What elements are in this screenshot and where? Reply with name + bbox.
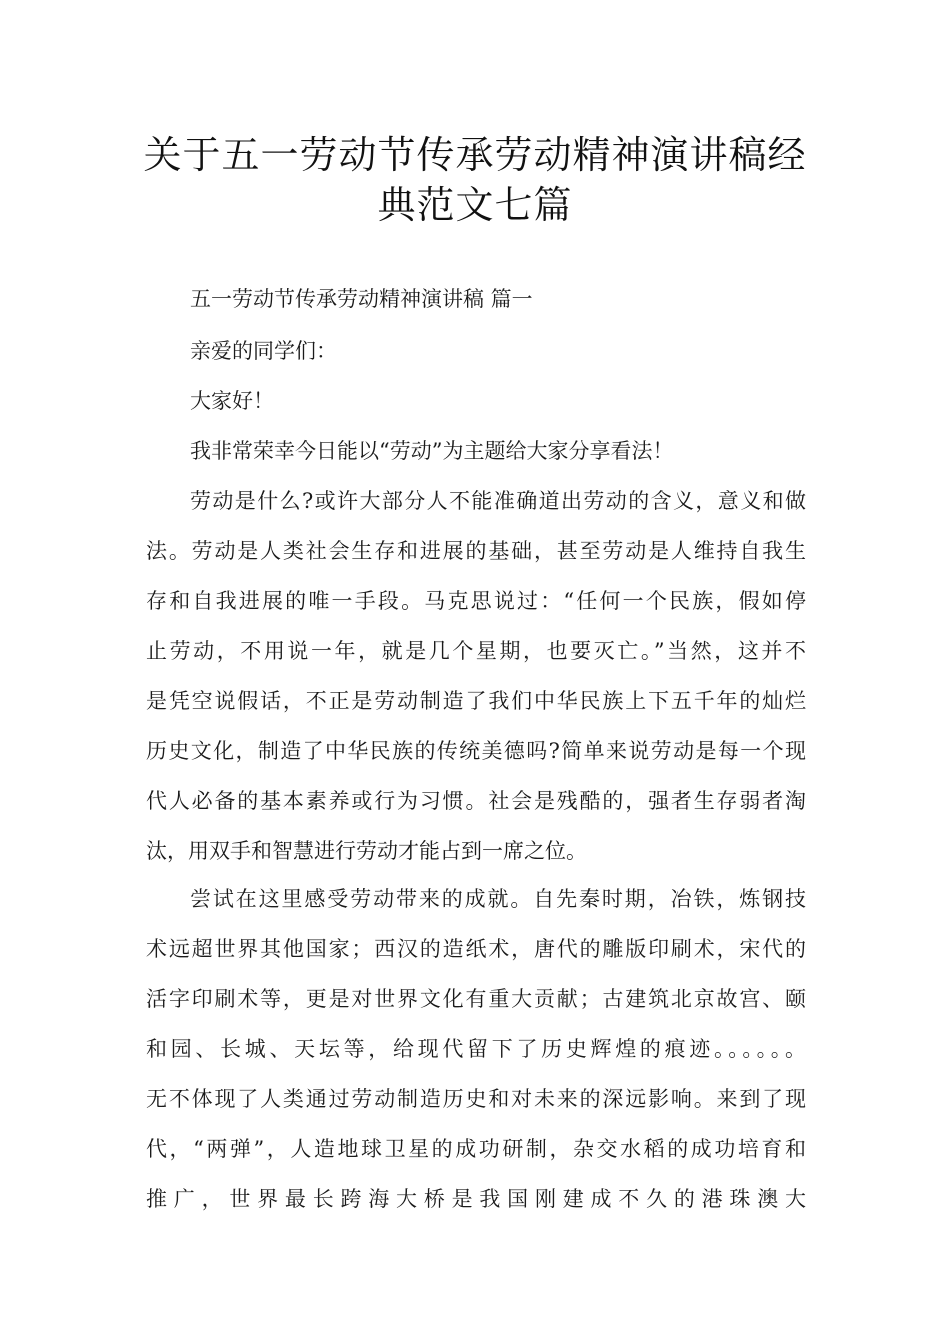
body-line: 代人必备的基本素养或行为习惯。社会是残酷的，强者生存弱者淘 [146, 789, 806, 813]
body-line: 无不体现了人类通过劳动制造历史和对未来的深远影响。来到了现 [146, 1087, 806, 1111]
body-line: 术远超世界其他国家；西汉的造纸术，唐代的雕版印刷术，宋代的 [146, 937, 806, 961]
salutation: 亲爱的同学们： [190, 339, 337, 363]
body-line: 历史文化，制造了中华民族的传统美德吗?简单来说劳动是每一个现 [146, 739, 806, 763]
body-line: 推广，世界最长跨海大桥是我国刚建成不久的港珠澳大 [146, 1187, 806, 1211]
body-line: 活字印刷术等，更是对世界文化有重大贡献；古建筑北京故宫、颐 [146, 987, 806, 1011]
greeting: 大家好！ [190, 389, 274, 413]
body-line: 是凭空说假话，不正是劳动制造了我们中华民族上下五千年的灿烂 [146, 689, 806, 713]
body-line: 尝试在这里感受劳动带来的成就。自先秦时期，冶铁，炼钢技 [190, 887, 806, 911]
body-line: 汰，用双手和智慧进行劳动才能占到一席之位。 [146, 839, 587, 863]
intro-line: 我非常荣幸今日能以“劳动”为主题给大家分享看法！ [190, 439, 674, 463]
body-line: 止劳动，不用说一年，就是几个星期，也要灭亡。”当然，这并不 [146, 639, 806, 663]
body-line: 和园、长城、天坛等，给现代留下了历史辉煌的痕迹。。。。。。 [146, 1037, 806, 1061]
body-line: 存和自我进展的唯一手段。马克思说过：“任何一个民族，假如停 [146, 589, 806, 613]
section-heading: 五一劳动节传承劳动精神演讲稿 篇一 [190, 287, 533, 311]
body-line: 法。劳动是人类社会生存和进展的基础，甚至劳动是人维持自我生 [146, 539, 806, 563]
body-line: 代，“两弹”，人造地球卫星的成功研制，杂交水稻的成功培育和 [146, 1137, 806, 1161]
document-title-line-2: 典范文七篇 [377, 183, 573, 227]
document-title-line-1: 关于五一劳动节传承劳动精神演讲稿经 [143, 133, 807, 177]
body-line: 劳动是什么?或许大部分人不能准确道出劳动的含义，意义和做 [190, 489, 806, 513]
